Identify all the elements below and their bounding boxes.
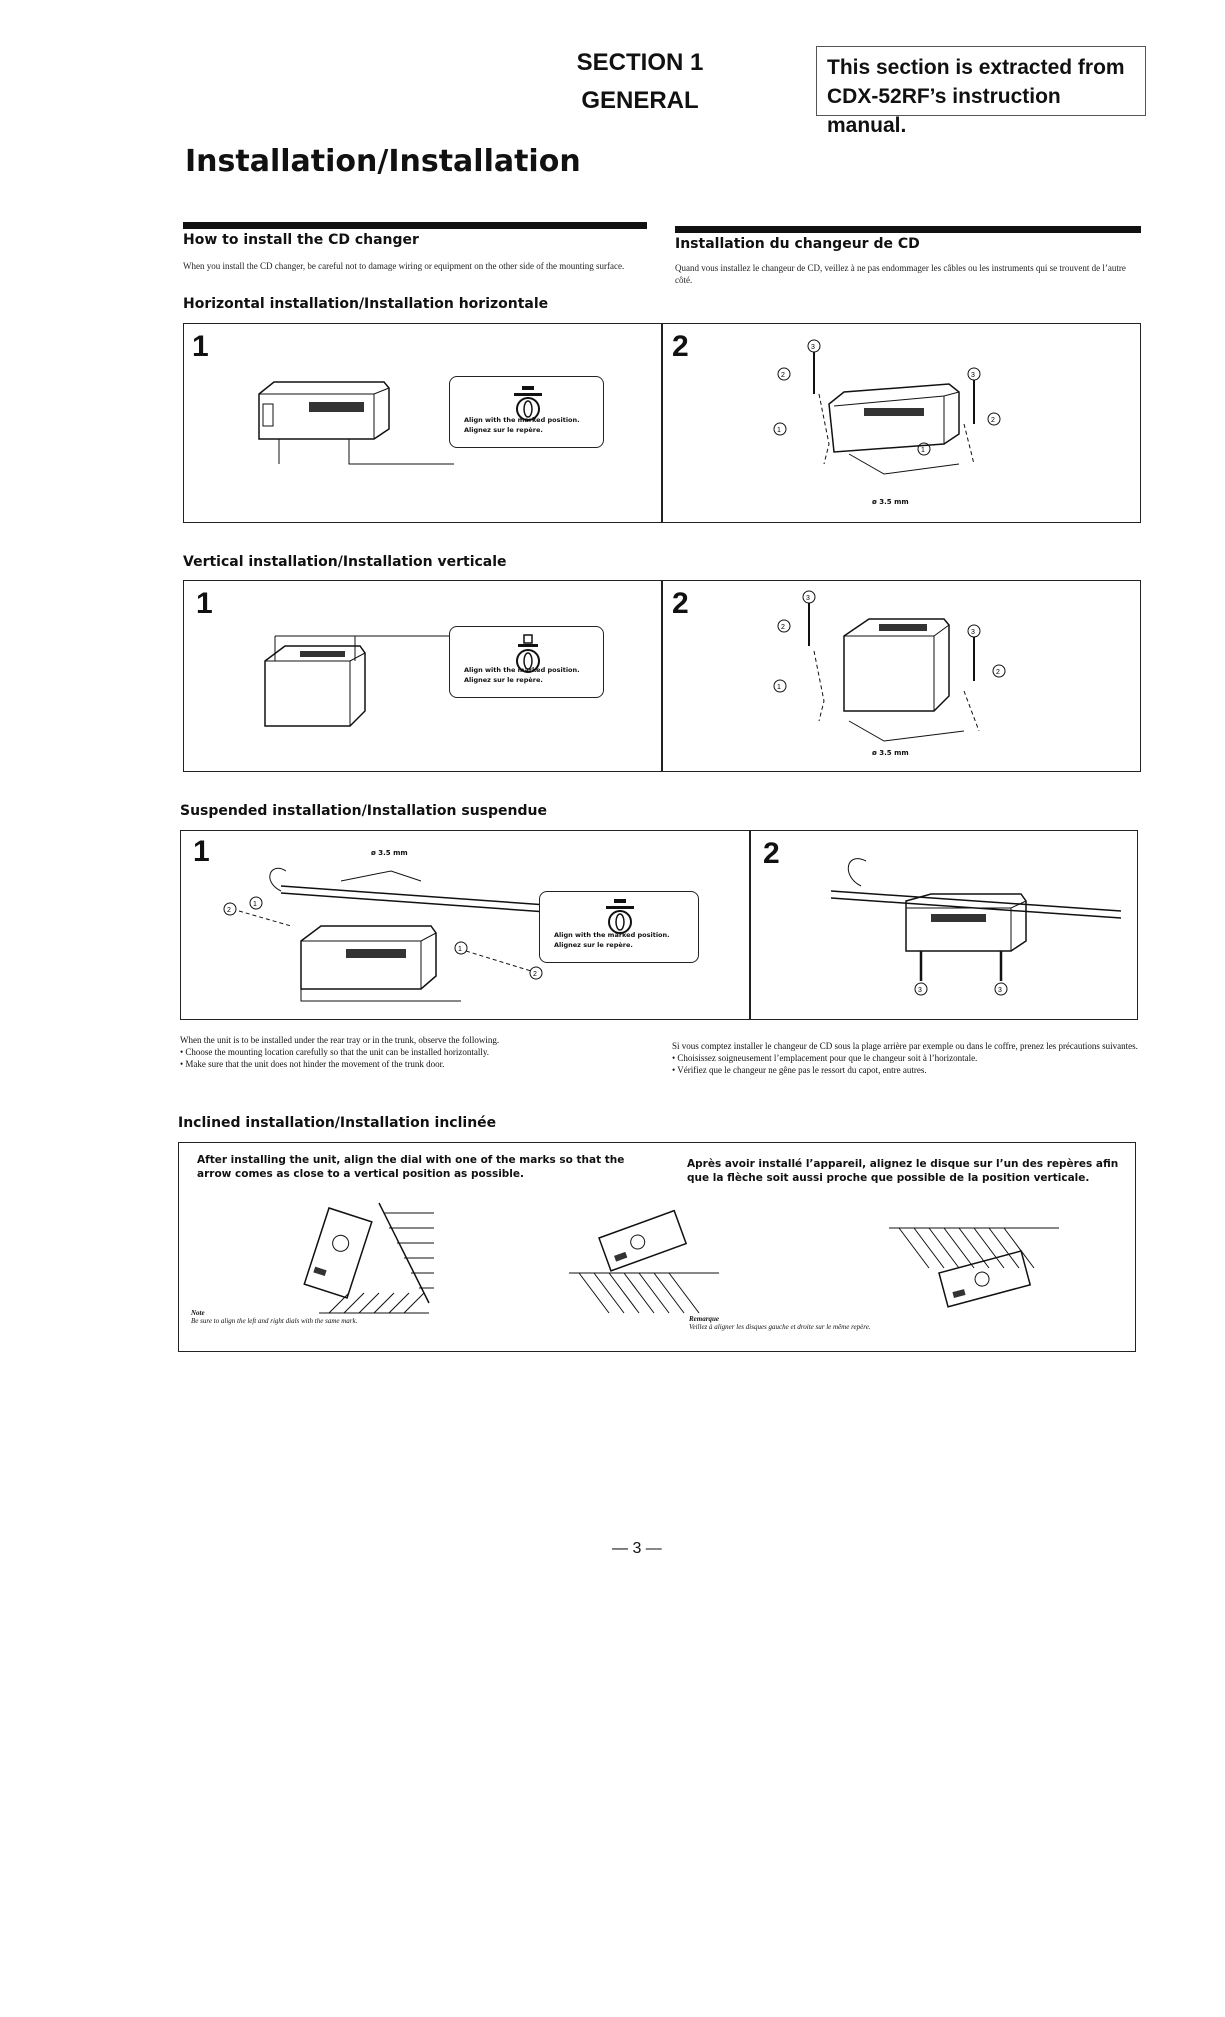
inclined-note-fr [689, 1315, 871, 1331]
step-number: 2 [763, 837, 780, 870]
cd-changer-horizontal-illustration [249, 374, 399, 464]
section-name: GENERAL [581, 87, 699, 114]
horizontal-panel [183, 323, 1141, 523]
mounting-bracket-vertical-illustration [774, 591, 1024, 771]
inclined-heading: Inclined installation/Installation inclinée [178, 1115, 497, 1131]
svg-text:1: 1 [777, 427, 781, 434]
how-to-text-fr: Quand vous installez le changeur de CD, veillez à ne pas endommager les câbles ou les instruments qui se trouvent de l’autre côté. [675, 263, 1126, 285]
step-number: 1 [193, 835, 210, 868]
note-text: Be sure to align the left and right dials with the same mark. [191, 1317, 358, 1325]
svg-text:1: 1 [458, 946, 462, 953]
svg-text:1: 1 [253, 901, 257, 908]
svg-text:1: 1 [777, 684, 781, 691]
svg-text:3: 3 [806, 595, 810, 602]
step-number: 1 [196, 587, 213, 620]
step-number: 2 [672, 587, 689, 620]
section-heading [560, 44, 720, 120]
vertical-panel [183, 580, 1141, 772]
cd-changer-vertical-illustration [260, 631, 380, 741]
how-to-heading-en: How to install the CD changer [183, 232, 419, 248]
svg-text:2: 2 [533, 971, 537, 978]
suspended-bolt-illustration [791, 846, 1121, 1006]
callout-text-en: Align with the marked position. [464, 666, 580, 674]
remark-label: Remarque [689, 1315, 719, 1323]
how-to-heading-fr: Installation du changeur de CD [675, 236, 920, 252]
dial-align-callout [449, 626, 604, 698]
hole-diameter-label: ø 3.5 mm [872, 749, 909, 757]
page-title: Installation/Installation [185, 144, 581, 179]
suspended-intro-fr: Si vous comptez installer le changeur de CD sous la plage arrière par exemple ou dans le coffre, prenez les précautions suivantes. [672, 1041, 1138, 1051]
suspended-mount-illustration [221, 851, 551, 1001]
suspended-bullet-en: • Make sure that the unit does not hinder the movement of the trunk door. [180, 1059, 445, 1069]
svg-text:2: 2 [781, 372, 785, 379]
note-label: Note [191, 1309, 205, 1317]
svg-text:2: 2 [781, 624, 785, 631]
svg-text:3: 3 [811, 344, 815, 351]
callout-text-fr: Alignez sur le repère. [464, 676, 543, 684]
svg-text:2: 2 [227, 907, 231, 914]
svg-text:3: 3 [971, 372, 975, 379]
suspended-notes-fr [672, 1040, 1142, 1076]
suspended-panel [180, 830, 1138, 1020]
dial-align-callout [449, 376, 604, 448]
step-number: 2 [672, 330, 689, 363]
panel-divider [661, 581, 663, 771]
svg-text:3: 3 [918, 987, 922, 994]
remark-text: Veillez à aligner les disques gauche et droite sur le même repère. [689, 1323, 871, 1331]
inclined-unit-left-illustration [269, 1193, 429, 1313]
panel-divider [661, 324, 663, 522]
callout-text-en: Align with the marked position. [554, 931, 670, 939]
section-number: SECTION 1 [576, 49, 704, 76]
svg-text:2: 2 [996, 669, 1000, 676]
callout-text [554, 930, 670, 950]
inclined-panel [178, 1142, 1136, 1352]
svg-text:3: 3 [998, 987, 1002, 994]
suspended-notes-en [180, 1034, 640, 1070]
panel-divider [749, 831, 751, 1019]
callout-text-fr: Alignez sur le repère. [464, 426, 543, 434]
page-number: — 3 — [612, 1540, 662, 1557]
suspended-bullet-en: • Choose the mounting location carefully so that the unit can be installed horizontally. [180, 1047, 489, 1057]
mounting-bracket-horizontal-illustration [774, 334, 1024, 519]
callout-text [464, 415, 580, 435]
heading-rule-en [183, 222, 647, 229]
svg-text:3: 3 [971, 629, 975, 636]
suspended-intro-en: When the unit is to be installed under the rear tray or in the trunk, observe the following. [180, 1035, 500, 1045]
callout-text-fr: Alignez sur le repère. [554, 941, 633, 949]
extract-notice-line2: CDX-52RF’s instruction manual. [827, 85, 1061, 137]
suspended-bullet-fr: • Choisissez soigneusement l’emplacement pour que le changeur soit à l’horizontale. [672, 1053, 978, 1063]
extract-notice-line1: This section is extracted from [827, 56, 1125, 79]
callout-text [464, 665, 580, 685]
hole-diameter-label: ø 3.5 mm [371, 849, 408, 857]
suspended-heading: Suspended installation/Installation suspendue [180, 803, 547, 819]
dial-align-callout [539, 891, 699, 963]
inclined-text-fr: Après avoir installé l’appareil, alignez le disque sur l’un des repères afin que la flèche soit aussi proche que possible de la position verticale. [687, 1158, 1119, 1184]
step-number: 1 [192, 330, 209, 363]
inclined-note-en [191, 1309, 357, 1325]
heading-rule-fr [675, 226, 1141, 233]
horizontal-heading: Horizontal installation/Installation horizontale [183, 296, 549, 312]
hole-diameter-label: ø 3.5 mm [872, 498, 909, 506]
inclined-text-en: After installing the unit, align the dial with one of the marks so that the arrow comes as close to a vertical position as possible. [197, 1154, 625, 1180]
svg-text:1: 1 [921, 447, 925, 454]
callout-text-en: Align with the marked position. [464, 416, 580, 424]
how-to-text-en: When you install the CD changer, be careful not to damage wiring or equipment on the other side of the mounting surface. [183, 261, 625, 271]
suspended-bullet-fr: • Vérifiez que le changeur ne gêne pas le ressort du capot, entre autres. [672, 1065, 927, 1075]
svg-text:2: 2 [991, 417, 995, 424]
vertical-heading: Vertical installation/Installation verticale [183, 554, 507, 570]
inclined-unit-right-illustration [889, 1223, 1059, 1333]
extract-notice-box [816, 46, 1146, 137]
inclined-unit-middle-illustration [569, 1213, 719, 1313]
